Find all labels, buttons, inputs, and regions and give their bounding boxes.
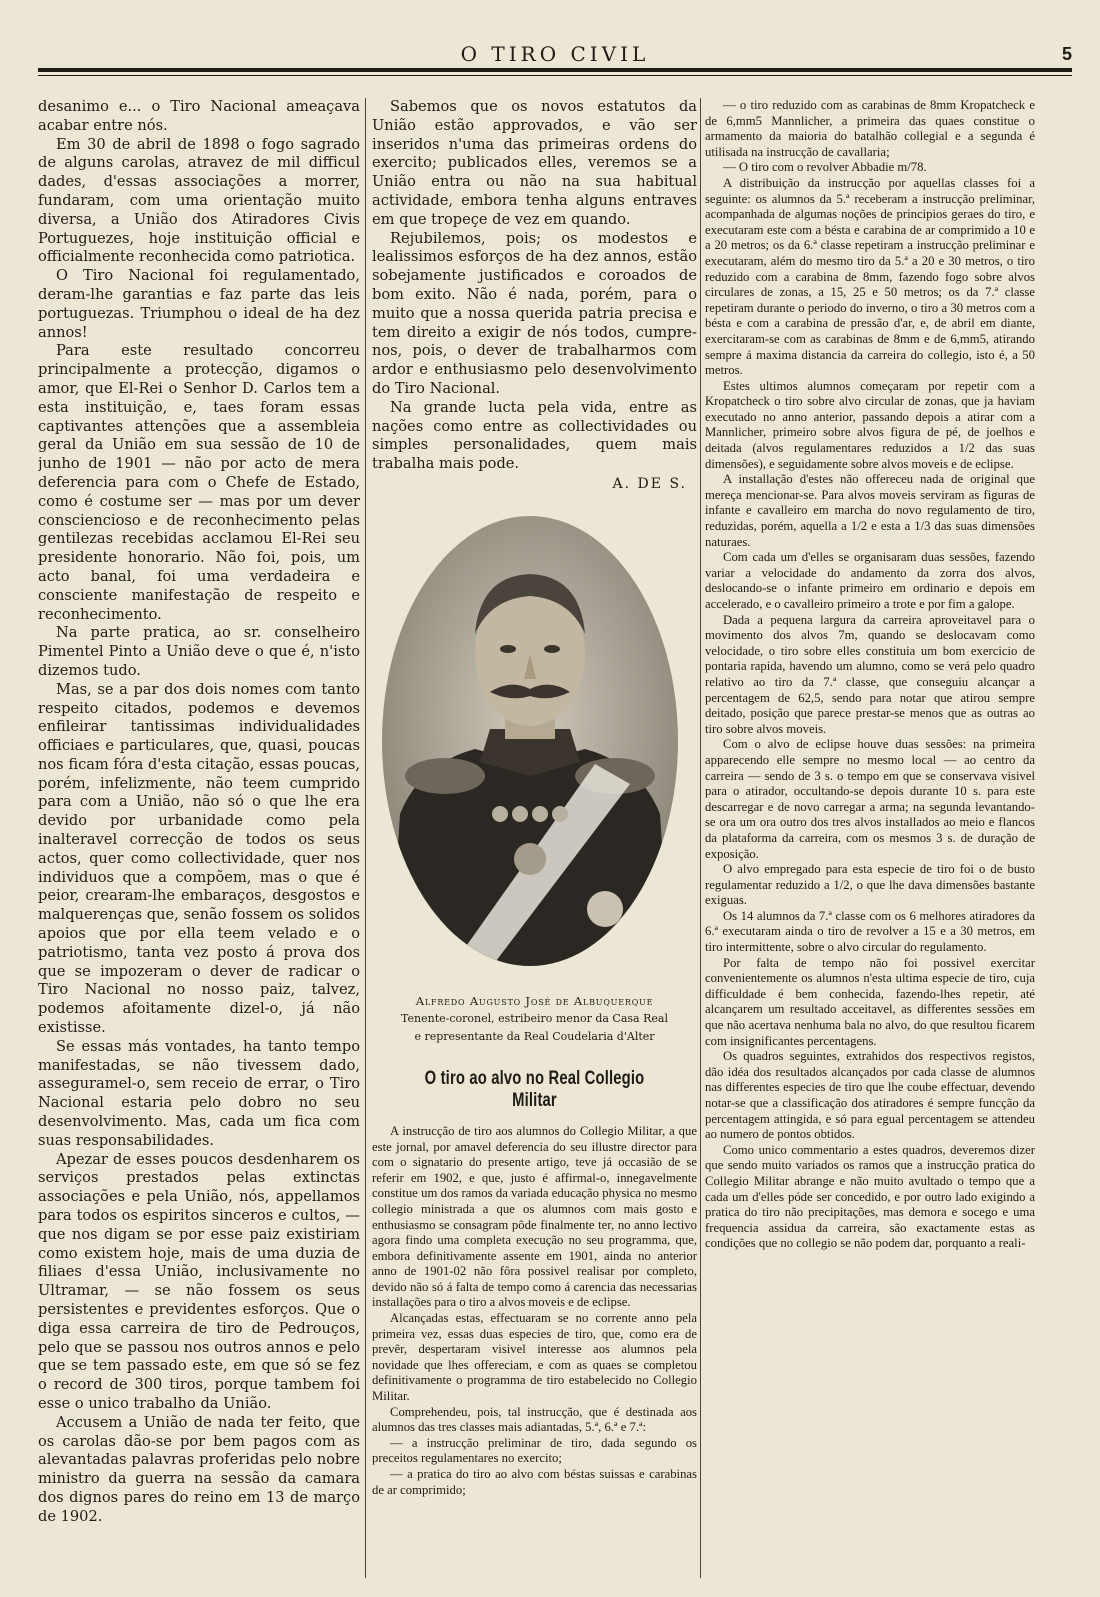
caption-line: Tenente-coronel, estribeiro menor da Casa Real (401, 1011, 668, 1025)
paragraph: Como unico commentario a estes quadros, deveremos dizer que sendo muito variados os ramos que a instrucção pratica do Collegio Militar abrange e não muito avultado o tempo que a cada um d'elles póde ser concedido, e por outro lado exigindo a pratica do tiro não precipitações, mas demora e socego e uma frequencia assidua da carreira, são exactamente estas as condições que no collegio se não podem dar, porquanto a reali- (705, 1142, 1035, 1251)
portrait-image (380, 514, 680, 969)
portrait-figure (372, 514, 697, 984)
column-divider (365, 98, 366, 1578)
paragraph: O alvo empregado para esta especie de tiro foi o de busto regulamentar reduzido a 1/2, o que lhe dava dimensões bastante exiguas. (705, 862, 1035, 908)
paragraph: Na grande lucta pela vida, entre as nações como entre as collectividades ou simples personalidades, quem mais trabalha mais pode. (372, 398, 697, 473)
paragraph: Comprehendeu, pois, tal instrucção, que é destinada aos alumnos das tres classes mais adiantadas, 5.ª, 6.ª e 7.ª: (372, 1404, 697, 1435)
paragraph: Se essas más vontades, ha tanto tempo manifestadas, se não tivessem dado, asseguramel-o, sem receio de errar, o Tiro Nacional estaria pelo dobro no seu desenvolvimento. Mas, cada um fica com suas responsabilidades. (38, 1037, 360, 1149)
paragraph: Os 14 alumnos da 7.ª classe com os 6 melhores atiradores da 6.ª executaram ainda o tiro de revolver a 15 e a 30 metros, em tiro intermittente, sobre o alvo circular do regulamento. (705, 908, 1035, 955)
paragraph: Dada a pequena largura da carreira aproveitavel para o movimento dos alvos 7m, quando se deslocavam como velocidade, o tiro sobre elles constituia um bom exercicio de pontaria rapida, havendo um alumno, como se verá pelo quadro relativo ao tiro da 7.ª classe, que conseguiu alcançar a percentagem de 62,5, sendo para notar que atirou sempre deitado, posição que parece prestar-se menos que as outras ao tiro sobre alvos moveis. (705, 612, 1035, 736)
paragraph: — a pratica do tiro ao alvo com béstas suissas e carabinas de ar comprimido; (372, 1467, 697, 1497)
paragraph: Apezar de esses poucos desdenharem os serviços prestados pelas extinctas associações e pela União, nós, appellamos para todos os espiritos sinceros e cultos, — que nos digam se por esse paiz existiriam como existem hoje, mais de uma duzia de filiaes d'essa União, inclusivamente no Ultramar, — se não fossem os seus persistentes e previdentes esforços. Que o diga essa carreira de tiro de Pedrouços, pelo que se passou nos outros annos e pelo que se tem passado este, em que só se fez o record de 300 tiros, porque tambem foi esse o unico trabalho da União. (38, 1150, 360, 1412)
column-2 (372, 98, 697, 1578)
caption-line: e representante da Real Coudelaria d'Alter (414, 1029, 655, 1043)
paragraph: Com o alvo de eclipse houve duas sessões: na primeira apparecendo elle sempre no mesmo local — ao centro da carreira — sendo de 3 s. o tempo em que se conservava visivel para o atirador, occultando-se depois durante 10 s. para este descarregar e de novo carregar a arma; na segunda levantando-se ora um ora outro dos tres alvos installados ao meio e flancos da plataforma da carreira, com os mesmos 3 s. de duração de exposição. (705, 737, 1035, 861)
paragraph: Com cada um d'elles se organisaram duas sessões, fazendo variar a velocidade do andamento da zorra dos alvos, deslocando-se o infante primeiro em ordinario e depois em accelerado, e o cavalleiro primeiro a trote e por fim a galope. (705, 550, 1035, 611)
paragraph: Para este resultado concorreu principalmente a protecção, digamos o amor, que El-Rei o Senhor D. Carlos tem a esta instituição, e, taes foram essas captivantes attenções que a assembleia geral da União em sua sessão de 10 de junho de 1901 — não por acto de mera deferencia para com o Chefe de Estado, como é costume ser — mas por um dever consciencioso e de reconhecimento pelas gentilezas recebidas acclamou El-Rei seu presidente honorario. Não foi, pois, um acto banal, foi uma verdadeira e consciente manifestação de respeito e reconhecimento. (38, 342, 360, 623)
paragraph: O Tiro Nacional foi regulamentado, deram-lhe garantias e faz parte das leis portuguezas. Triumphou o ideal de ha dez annos! (38, 267, 360, 341)
paragraph: A installação d'estes não offereceu nada de original que mereça mencionar-se. Para alvos moveis serviram as figuras de infante e cavalleiro em marcha do novo regulamento de tiro, reduzidas, porém, aquella a 1/2 e esta a 1/3 das suas dimensões naturaes. (705, 472, 1035, 549)
paragraph: Os quadros seguintes, extrahidos dos respectivos registos, dão idéa dos resultados alcançados por cada classe de alumnos nas differentes especies de tiro que lhe coube effectuar, devendo notar-se que a classificação dos atiradores é sempre funcção da percentagem attingida, e só para egual percentagem se attendeu ao numero de pontos obtidos. (705, 1049, 1035, 1142)
column-3 (705, 98, 1035, 1578)
paragraph: — O tiro com o revolver Abbadie m/78. (723, 160, 927, 175)
paragraph: Alcançadas estas, effectuaram se no corrente anno pela primeira vez, essas duas especies de tiro, que, como era de prevêr, despertaram visivel interesse aos alumnos pela novidade que lhes offereciam, e com as quaes se completou definitivamente o programma de tiro estabelecido no Collegio Militar. (372, 1311, 697, 1404)
paragraph: Rejubilemos, pois; os modestos e lealissimos esforços de ha dez annos, estão sobejamente justificados e coroados de bom exito. Não é nada, porém, para o muito que a nossa querida patria precisa e tem direito a exigir de nós todos, cumpre-nos, pois, o dever de trabalharmos com ardor e enthusiasmo pelo desenvolvimento do Tiro Nacional. (372, 229, 697, 397)
signature: A. DE S. (612, 475, 687, 492)
paragraph: — a instrucção preliminar de tiro, dada segundo os preceitos regulamentares no exercito; (372, 1435, 697, 1466)
paragraph: Mas, se a par dos dois nomes com tanto respeito citados, podemos e devemos enfileirar tantissimas individualidades officiaes e particulares, que, quasi, poucas nos ficam fóra d'esta citação, essas poucas, porém, infelizmente, não teem cumprido para com a União, não só o que lhe era devido por urbanidade como pela inalteravel correcção de todos os seus actos, quer como collectividade, quer nos individuos que a compõem, mas o que é peior, crearam-lhe embaraços, desgostos e malquerenças que, senão fossem os solidos apoios que por ella teem velado e o patriotismo, tanta vez posto á prova dos que se impozeram o dever de radicar o Tiro Nacional no nosso paiz, talvez, podemos afoitamente dizel-o, já não existisse. (38, 680, 360, 1037)
paragraph: Em 30 de abril de 1898 o fogo sagrado de alguns carolas, atravez de mil difficul dades, d'essas associações a morrer, fundaram, com uma orientação muito diversa, a União dos Atiradores Civis Portuguezes, hoje instituição official e officialmente reconhecida como patriotica. (38, 135, 360, 266)
column-1 (38, 98, 360, 1578)
paragraph: — o tiro reduzido com as carabinas de 8mm Kropatcheck e de 6,mm5 Mannlicher, a primeira das quaes constitue o armamento da maioria do batalhão collegial e a segunda é utilisada na instrucção de cavallaria; (705, 98, 1035, 159)
paragraph: Sabemos que os novos estatutos da União estão approvados, e vão ser inseridos n'uma das primeiras ordens do exercito; publicados elles, veremos se a União entra ou não na sua habitual actividade, embora tenha alguns entraves em que tropeçe de vez em quando. (372, 98, 697, 228)
paragraph: Por falta de tempo não foi possivel exercitar convenientemente os alumnos n'esta ultima especie de tiro, cuja difficuldade é bem conhecida, fazendo-lhes repetir, até alcançarem um resultado acceitavel, as differentes sessões em que não acertava nenhuma bala no alvo, do que resultou ficarem com insignificantes percentagens. (705, 955, 1035, 1048)
header-rule (38, 68, 1072, 72)
masthead: O TIRO CIVIL (460, 42, 650, 66)
paragraph: desanimo e... o Tiro Nacional ameaçava acabar entre nós. (38, 98, 360, 134)
paragraph: A distribuição da instrucção por aquellas classes foi a seguinte: os alumnos da 5.ª receberam a instrucção preliminar, acompanhada de algumas noções de principios geraes do tiro, e executaram este com a bésta e carabina de ar comprimido a 10 e a 20 metros; os da 6.ª classe repetiram a instrucção preliminar e executaram, além do mesmo tiro da 5.ª a 20 e 30 metros, o tiro reduzido com a carabina de 8mm, fazendo fogo sobre alvos circulares de zonas, a 15, 25 e 50 metros; os da 7.ª classe repetiram durante o periodo do inverno, o tiro a 30 metros com a bésta e com a carabina de pressão d'ar, e, de abril em diante, exercitaram-se com as carabinas de 8mm e de 6,mm5, atirando sempre á maxima distancia da carreira do collegio, isto é, a 50 metros. (705, 175, 1035, 378)
paragraph: Estes ultimos alumnos começaram por repetir com a Kropatcheck o tiro sobre alvo circular de zonas, que ja haviam executado no anno anterior, passando depois a atirar com a Mannlicher, primeiro sobre alvos figura de pé, de joelhos e deitada (alvos regulamentares reduzidos a 1/2 das suas dimensões), e seguidamente sobre alvos moveis e de eclipse. (705, 378, 1035, 471)
page-header (38, 38, 1072, 78)
caption-name: Alfredo Augusto José de Albuquerque (415, 993, 654, 1008)
paragraph: Na parte pratica, ao sr. conselheiro Pimentel Pinto a União deve o que é, n'isto dizemos tudo. (38, 624, 360, 679)
paragraph: Accusem a União de nada ter feito, que os carolas dão-se por bem pagos com as alevantadas palavras proferidas pelo nobre ministro da guerra na sessão da camara dos dignos pares do reino em 13 de março de 1902. (38, 1413, 360, 1525)
header-rule-thin (38, 75, 1072, 76)
section-title: O tiro ao alvo no Real Collegio Militar (424, 1067, 645, 1111)
paragraph: A instrucção de tiro aos alumnos do Collegio Militar, a que este jornal, por amavel deferencia do seu illustre director para com o signatario do presente artigo, teve já occasião de se referir em 1902, e que, justo é affirmal-o, innegavelmente constitue um dos ramos da variada educação physica no mesmo collegio ministrada a que os alumnos com mais gosto e enthusiasmo se consagram pôde finalmente ter, no anno lectivo agora findo uma completa execução no seu programma, que, embora definitivamente assente em 1901, ainda no anterior anno de 1901-02 não fôra possivel realisar por completo, devido não só á falta de tempo como á carencia das necessarias installações para o tiro a alvos moveis e de eclipse. (372, 1123, 697, 1310)
column-divider (700, 98, 701, 1578)
page-number: 5 (1061, 44, 1072, 64)
